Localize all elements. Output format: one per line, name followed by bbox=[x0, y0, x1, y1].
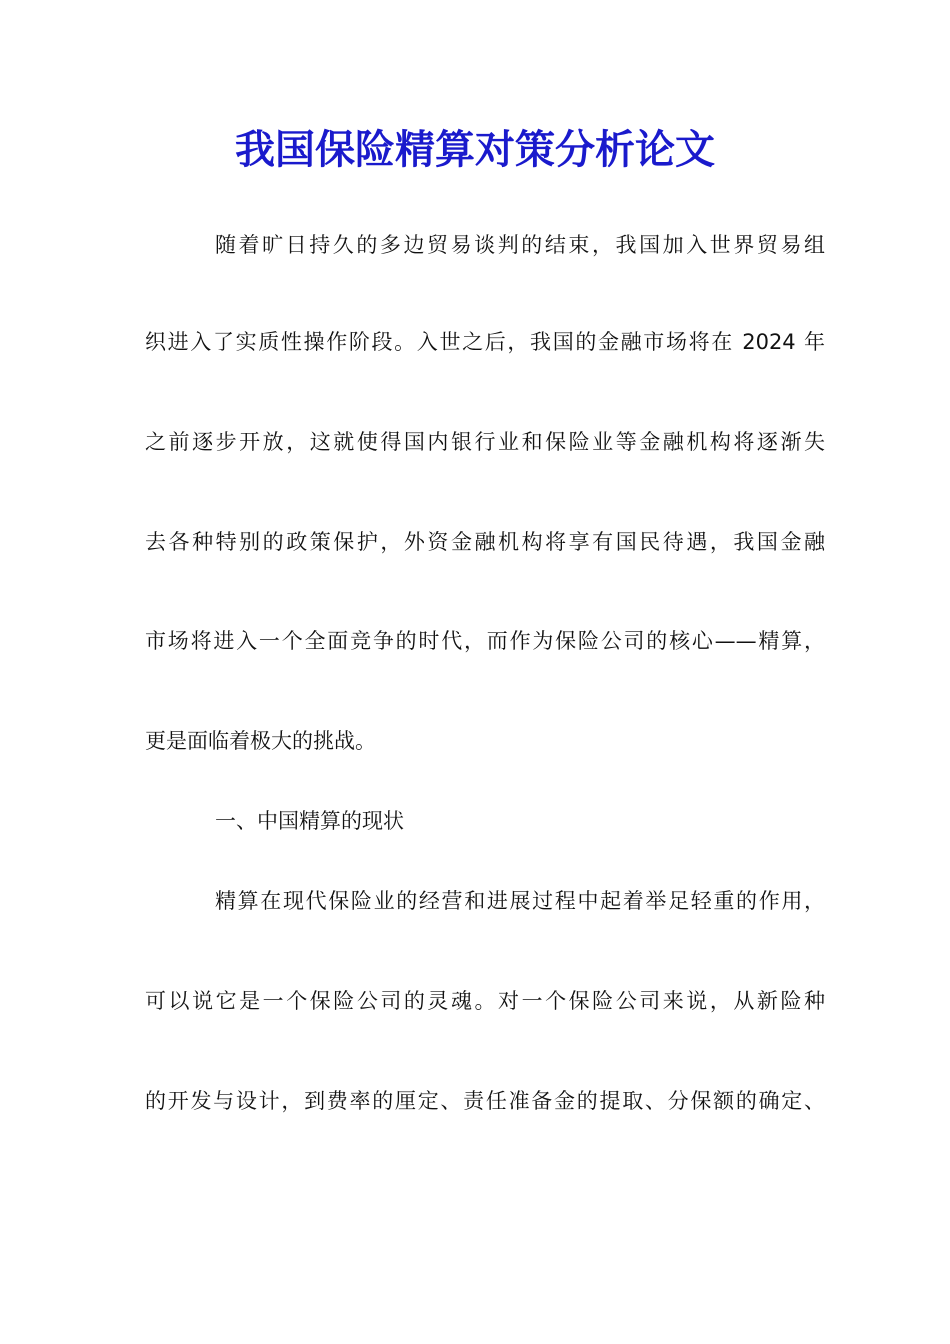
document-title: 我国保险精算对策分析论文 bbox=[235, 126, 715, 173]
paragraph-1-line-4: 去各种特别的政策保护，外资金融机构将享有国民待遇，我国金融 bbox=[145, 530, 825, 554]
paragraph-2-line-2: 可以说它是一个保险公司的灵魂。对一个保险公司来说，从新险种 bbox=[145, 989, 825, 1013]
paragraph-1-line-1: 随着旷日持久的多边贸易谈判的结束，我国加入世界贸易组 bbox=[215, 233, 825, 257]
paragraph-2-line-3: 的开发与设计，到费率的厘定、责任准备金的提取、分保额的确定、 bbox=[145, 1089, 825, 1113]
paragraph-1-line-3: 之前逐步开放，这就使得国内银行业和保险业等金融机构将逐渐失 bbox=[145, 430, 825, 454]
paragraph-1-line-5: 市场将进入一个全面竞争的时代，而作为保险公司的核心——精算， bbox=[145, 629, 825, 653]
paragraph-1-line-6: 更是面临着极大的挑战。 bbox=[145, 729, 376, 753]
section-heading: 一、中国精算的现状 bbox=[215, 809, 404, 833]
paragraph-1-line-2: 织进入了实质性操作阶段。入世之后，我国的金融市场将在 2024 年 bbox=[145, 330, 825, 354]
paragraph-2-line-1: 精算在现代保险业的经营和进展过程中起着举足轻重的作用， bbox=[215, 889, 825, 913]
